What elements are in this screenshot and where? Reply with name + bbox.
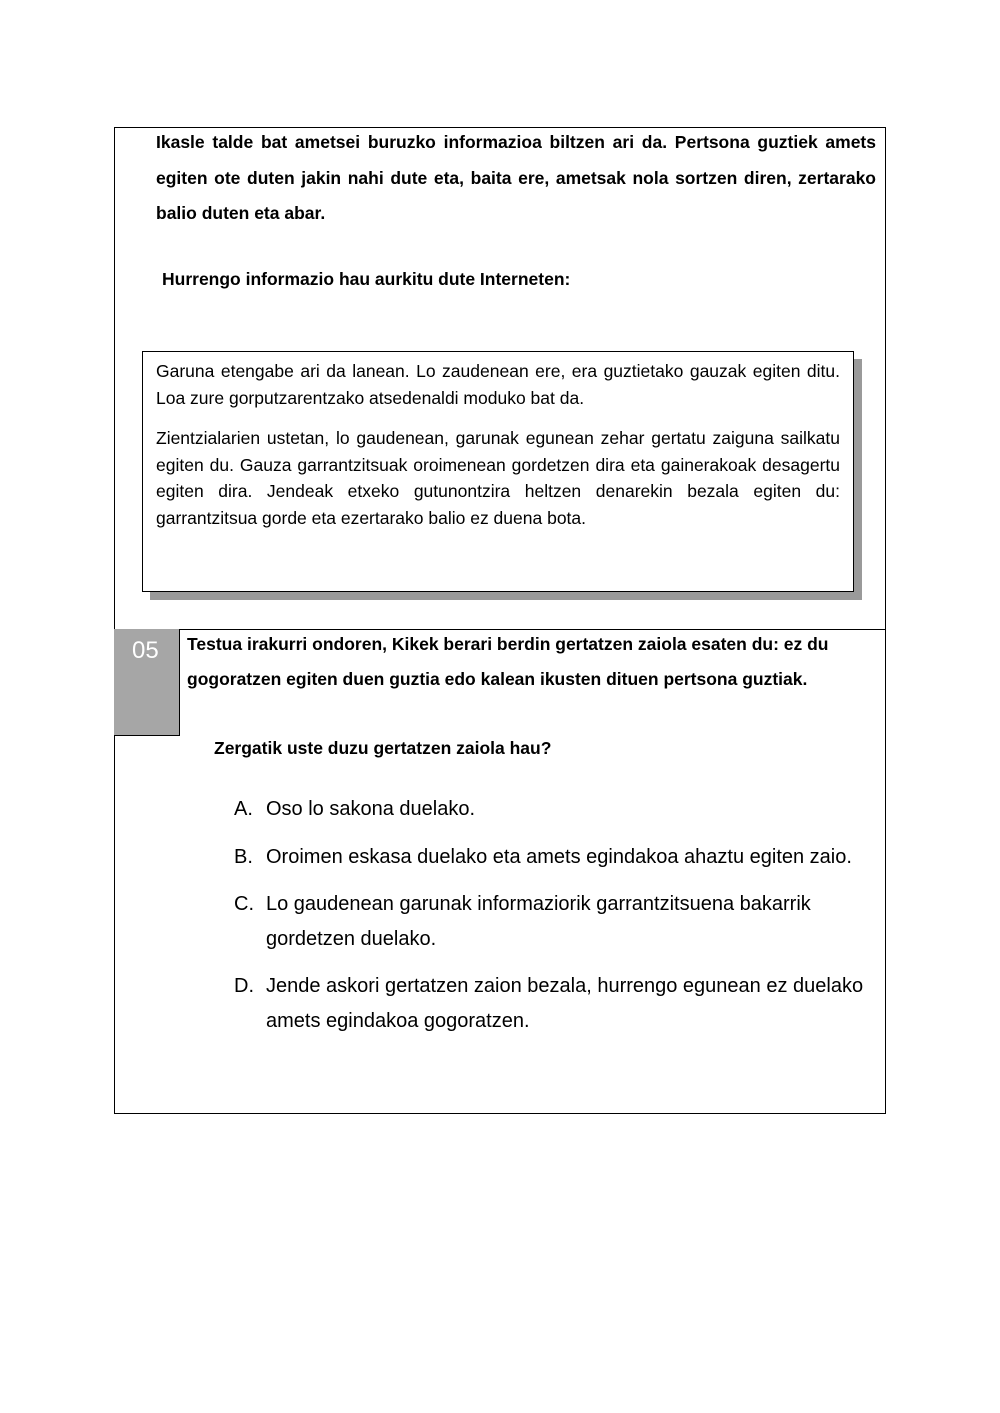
info-paragraph-1: Garuna etengabe ari da lanean. Lo zaudenean ere, era guztietako gauzak egiten ditu. Loa zure gorputzarentzako atsedenaldi moduko bat da.	[156, 361, 840, 408]
question-number-badge: 05	[114, 629, 180, 736]
info-paragraph-2: Zientzialarien ustetan, lo gaudenean, garunak egunean zehar gertatu zaiguna sailkatu egiten du. Gauza garrantzitsuak oroimenean gordetzen dira eta gainerakoak desagertu egiten dira. Jendeak etxeko gutunontzira heltzen denarekin bezala egiten du: garrantzitsua gorde eta ezertarako balio ez duena bota.	[156, 428, 840, 528]
question-prompt: Zergatik uste duzu gertatzen zaiola hau?	[214, 738, 552, 758]
option-letter: A.	[234, 798, 253, 820]
answer-option-c[interactable]	[234, 887, 874, 956]
option-text: Oso lo sakona duelako.	[266, 798, 476, 820]
option-letter: C.	[234, 893, 254, 915]
option-letter: B.	[234, 845, 253, 868]
intro-text: Ikasle talde bat ametsei buruzko informazioa biltzen ari da. Pertsona guztiek amets egiten ote duten jakin nahi dute eta, baita ere, ametsak nola sortzen diren, zertarako balio duten eta abar.	[156, 132, 876, 223]
answer-option-b[interactable]	[234, 840, 874, 875]
info-text-box	[142, 351, 854, 592]
option-text: Oroimen eskasa duelako eta amets egindakoa ahaztu egiten zaio.	[266, 845, 852, 868]
answer-options	[234, 792, 874, 1051]
option-text: Lo gaudenean garunak informaziorik garrantzitsuena bakarrik gordetzen duelako.	[266, 893, 811, 950]
answer-option-d[interactable]	[234, 969, 874, 1038]
option-letter: D.	[234, 975, 254, 997]
found-heading: Hurrengo informazio hau aurkitu dute Interneten:	[162, 269, 571, 289]
option-text: Jende askori gertatzen zaion bezala, hurrengo egunean ez duelako amets egindakoa gogoratzen.	[266, 975, 864, 1032]
answer-option-a[interactable]	[234, 792, 874, 827]
question-statement: Testua irakurri ondoren, Kikek berari berdin gertatzen zaiola esaten du: ez du gogoratzen egiten duen guztia edo kalean ikusten dituen pertsona guztiak.	[187, 634, 829, 689]
